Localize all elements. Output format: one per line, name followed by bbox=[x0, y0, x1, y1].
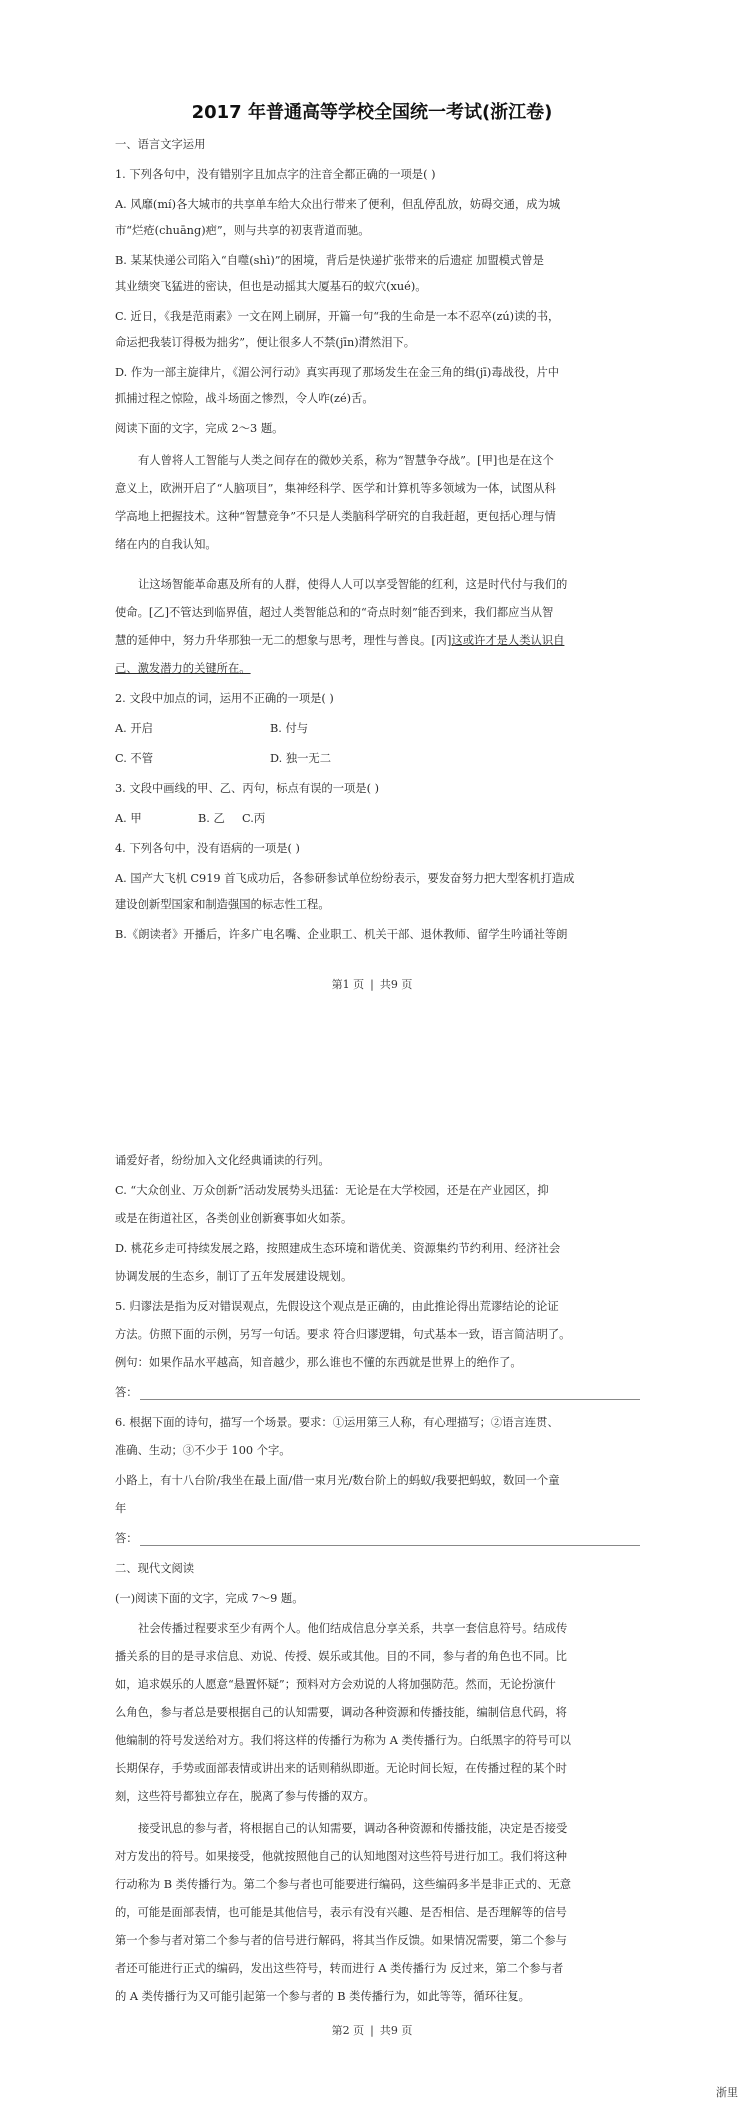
q1-option-b: B. 某某快递公司陷入“自噬(shì)”的困境，背后是快递扩张带来的后遗症 加盟模式曾是 bbox=[115, 254, 544, 267]
answer-label: 答： bbox=[115, 1532, 138, 1545]
passage-line: 意义上，欧洲开启了“人脑项目”，集神经科学、医学和计算机等多领域为一体，试图从科 bbox=[115, 482, 556, 495]
sub-section-heading: (一)阅读下面的文字，完成 7～9 题。 bbox=[115, 1592, 304, 1605]
poem-line: 年 bbox=[115, 1502, 127, 1515]
q4-option-c: C. “大众创业、万众创新”活动发展势头迅猛：无论是在大学校园，还是在产业园区，抑 bbox=[115, 1184, 549, 1197]
answer-label: 答： bbox=[115, 1386, 138, 1399]
section-heading: 二、现代文阅读 bbox=[115, 1562, 195, 1575]
passage-line: 刻，这些符号都独立存在，脱离了参与传播的双方。 bbox=[115, 1790, 375, 1803]
q2-option-a: A. 开启 bbox=[115, 722, 153, 735]
passage-text: 慧的延伸中，努力升华那独一无二的想象与思考，理性与善良。[丙] bbox=[115, 634, 452, 647]
answer-row bbox=[115, 1384, 640, 1400]
passage-line: 么角色，参与者总是要根据自己的认知需要，调动各种资源和传播技能，编制信息代码，将 bbox=[115, 1706, 567, 1719]
q2-option-b: B. 付与 bbox=[270, 722, 309, 735]
passage-line: 如，追求娱乐的人愿意“悬置怀疑”；预料对方会劝说的人将加强防范。然而，无论扮演什 bbox=[115, 1678, 556, 1691]
page-number: 第2 页 bbox=[331, 2024, 365, 2037]
page-1 bbox=[0, 0, 744, 1000]
question-1-stem: 1. 下列各句中，没有错别字且加点字的注音全都正确的一项是( ) bbox=[115, 168, 436, 181]
footer-separator: | bbox=[370, 2024, 374, 2037]
passage-line: 使命。[乙]不管达到临界值，超过人类智能总和的“奇点时刻”能否到来，我们都应当从智 bbox=[115, 606, 554, 619]
passage-line: 绪在内的自我认知。 bbox=[115, 538, 217, 551]
passage-line: 播关系的目的是寻求信息、劝说、传授、娱乐或其他。目的不同，参与者的角色也不同。比 bbox=[115, 1650, 567, 1663]
passage-line: 的，可能是面部表情，也可能是其他信号，表示有没有兴趣、是否相信、是否理解等的信号 bbox=[115, 1906, 567, 1919]
passage-line: 者还可能进行正式的编码，发出这些符号，转而进行 A 类传播行为 反过来，第二个参与者 bbox=[115, 1962, 564, 1975]
question-3-stem: 3. 文段中画线的甲、乙、丙句，标点有误的一项是( ) bbox=[115, 782, 380, 795]
answer-input-line[interactable] bbox=[140, 1389, 640, 1400]
page-total: 共9 页 bbox=[379, 978, 413, 991]
exam-title: 2017 年普通高等学校全国统一考试(浙江卷) bbox=[191, 102, 553, 123]
page-footer bbox=[0, 976, 744, 992]
q1-option-d: D. 作为一部主旋律片，《湄公河行动》真实再现了那场发生在金三角的缉(jī)毒战役，片中 bbox=[115, 366, 560, 379]
underlined-sentence: 这或许才是人类认识自 bbox=[451, 634, 565, 647]
q4-option-d-cont: 协调发展的生态乡，制订了五年发展建设规划。 bbox=[115, 1270, 353, 1283]
question-4-stem: 4. 下列各句中，没有语病的一项是( ) bbox=[115, 842, 300, 855]
q1-option-a: A. 风靡(mí)各大城市的共享单车给大众出行带来了便利，但乱停乱放，妨碍交通，成为城 bbox=[115, 198, 561, 211]
q3-option-c: C.丙 bbox=[242, 812, 266, 825]
passage-line: 行动称为 B 类传播行为。第二个参与者也可能要进行编码，这些编码多半是非正式的、无意 bbox=[115, 1878, 572, 1891]
q1-option-c: C. 近日，《我是范雨素》一文在网上刷屏，开篇一句“我的生命是一本不忍卒(zú)读的书， bbox=[115, 310, 560, 323]
passage-line: 有人曾将人工智能与人类之间存在的微妙关系，称为“智慧争夺战”。[甲]也是在这个 bbox=[138, 454, 554, 467]
page-number: 第1 页 bbox=[331, 978, 365, 991]
question-5-cont: 方法。仿照下面的示例，另写一句话。要求 符合归谬逻辑，句式基本一致，语言简洁明了。 bbox=[115, 1328, 571, 1341]
question-6-cont: 准确、生动；③不少于 100 个字。 bbox=[115, 1444, 291, 1457]
passage-line: 对方发出的符号。如果接受，他就按照他自己的认知地图对这些符号进行加工。我们将这种 bbox=[115, 1850, 567, 1863]
page-footer bbox=[0, 2022, 744, 2038]
question-6-stem: 6. 根据下面的诗句，描写一个场景。要求：①运用第三人称，有心理描写；②语言连贯、 bbox=[115, 1416, 559, 1429]
passage-line: 的 A 类传播行为又可能引起第一个参与者的 B 类传播行为，如此等等，循环往复。 bbox=[115, 1990, 530, 2003]
q4-option-c-cont: 或是在街道社区，各类创业创新赛事如火如荼。 bbox=[115, 1212, 353, 1225]
page-total: 共9 页 bbox=[379, 2024, 413, 2037]
poem-line: 小路上，有十八台阶/我坐在最上面/借一束月光/数台阶上的蚂蚁/我要把蚂蚁，数回一个童 bbox=[115, 1474, 560, 1487]
q4-option-d: D. 桃花乡走可持续发展之路，按照建成生态环境和谐优美、资源集约节约利用、经济社会 bbox=[115, 1242, 561, 1255]
passage-line: 学高地上把握技术。这种“智慧竞争”不只是人类脑科学研究的自我赶超，更包括心理与情 bbox=[115, 510, 556, 523]
passage-line: 社会传播过程要求至少有两个人。他们结成信息分享关系，共享一套信息符号。结成传 bbox=[138, 1622, 568, 1635]
answer-row bbox=[115, 1530, 640, 1546]
q3-option-a: A. 甲 bbox=[115, 812, 142, 825]
q3-option-b: B. 乙 bbox=[198, 812, 225, 825]
underlined-sentence-cont: 己、激发潜力的关键所在。 bbox=[115, 662, 251, 675]
page-2 bbox=[0, 1120, 744, 2104]
question-2-stem: 2. 文段中加点的词，运用不正确的一项是( ) bbox=[115, 692, 334, 705]
q1-option-a-cont: 市“烂疮(chuāng)疤”，则与共享的初衷背道而驰。 bbox=[115, 224, 370, 237]
q4-option-b: B.《朗读者》开播后，许多广电名嘴、企业职工、机关干部、退休教师、留学生吟诵社等朗 bbox=[115, 928, 568, 941]
q1-option-d-cont: 抓捕过程之惊险，战斗场面之惨烈，令人咋(zé)舌。 bbox=[115, 392, 374, 405]
section-heading: 一、语言文字运用 bbox=[115, 138, 206, 151]
passage-line: 第一个参与者对第二个参与者的信号进行解码，将其当作反馈。如果情况需要，第二个参与 bbox=[115, 1934, 567, 1947]
corner-label: 浙里 bbox=[716, 2086, 738, 2099]
q1-option-c-cont: 命运把我装订得极为拙劣”，便让很多人不禁(jīn)潸然泪下。 bbox=[115, 336, 416, 349]
passage-line: 长期保存，手势或面部表情或讲出来的话则稍纵即逝。无论时间长短，在传播过程的某个时 bbox=[115, 1762, 567, 1775]
passage-line: 接受讯息的参与者，将根据自己的认知需要，调动各种资源和传播技能，决定是否接受 bbox=[138, 1822, 568, 1835]
q1-option-b-cont: 其业绩突飞猛进的密诀，但也是动摇其大厦基石的蚁穴(xué)。 bbox=[115, 280, 427, 293]
footer-separator: | bbox=[370, 978, 374, 991]
passage-line bbox=[115, 632, 564, 648]
passage-line: 他编制的符号发送给对方。我们将这样的传播行为称为 A 类传播行为。白纸黑字的符号可以 bbox=[115, 1734, 571, 1747]
q4-option-a-cont: 建设创新型国家和制造强国的标志性工程。 bbox=[115, 898, 330, 911]
passage-line: 让这场智能革命惠及所有的人群，使得人人可以享受智能的红利，这是时代付与我们的 bbox=[138, 578, 568, 591]
reading-intro: 阅读下面的文字，完成 2～3 题。 bbox=[115, 422, 284, 435]
q4-option-a: A. 国产大飞机 C919 首飞成功后，各参研参试单位纷纷表示，要发奋努力把大型客机打造成 bbox=[115, 872, 575, 885]
answer-input-line[interactable] bbox=[140, 1535, 640, 1546]
q2-option-d: D. 独一无二 bbox=[270, 752, 332, 765]
question-5-example: 例句：如果作品水平越高，知音越少，那么谁也不懂的东西就是世界上的绝作了。 bbox=[115, 1356, 522, 1369]
question-5-stem: 5. 归谬法是指为反对错误观点，先假设这个观点是正确的，由此推论得出荒谬结论的论证 bbox=[115, 1300, 559, 1313]
q4-option-b-cont: 诵爱好者，纷纷加入文化经典诵读的行列。 bbox=[115, 1154, 330, 1167]
q2-option-c: C. 不管 bbox=[115, 752, 154, 765]
